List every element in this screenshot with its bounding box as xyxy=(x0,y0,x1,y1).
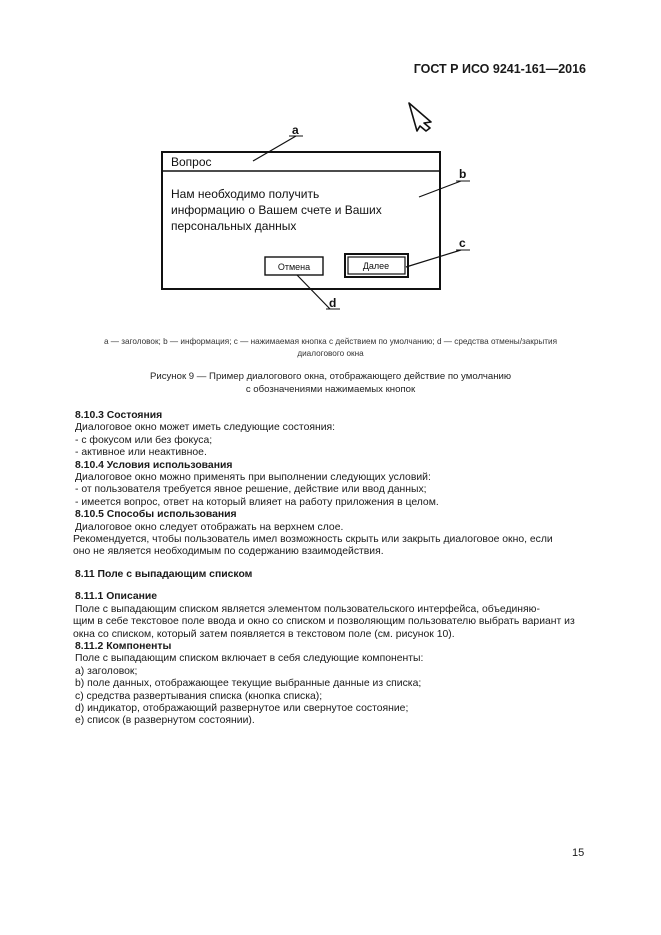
paragraph-line: окна со списком, который затем появляется в текстовом поле (см. рисунок 10). xyxy=(73,628,455,640)
paragraph: Диалоговое окно следует отображать на верхнем слое. xyxy=(75,521,344,533)
paragraph-line: щим в себе текстовое поле ввода и окно со списком и позволяющим пользователю выбрать вариант из xyxy=(73,616,575,628)
next-button-label: Далее xyxy=(362,261,390,271)
paragraph-line: оно не является необходимым по содержанию взаимодействия. xyxy=(73,546,384,558)
cancel-button[interactable] xyxy=(265,257,323,275)
dialog-message-line-3: персональных данных xyxy=(171,219,297,233)
paragraph-line: Рекомендуется, чтобы пользователь имел возможность скрыть или закрыть диалоговое окно, если xyxy=(73,534,553,546)
figure-caption xyxy=(60,371,601,396)
figure-caption-line: Рисунок 9 — Пример диалогового окна, отображающего действие по умолчанию xyxy=(149,371,512,382)
list-item: c) средства развертывания списка (кнопка списка); xyxy=(75,690,323,702)
callout-d-label: d xyxy=(329,296,337,310)
dialog-message-line-1: Нам необходимо получить xyxy=(171,187,320,201)
document-body xyxy=(75,410,585,728)
paragraph: Диалоговое окно можно применять при выполнении следующих условий: xyxy=(75,472,431,484)
section-heading: 8.11.1 Описание xyxy=(75,591,158,603)
section-heading: 8.11.2 Компоненты xyxy=(75,640,172,652)
list-item: - активное или неактивное. xyxy=(75,447,207,459)
list-item: - имеется вопрос, ответ на который влияет на работу приложения в целом. xyxy=(75,496,439,508)
next-default-button[interactable] xyxy=(345,254,408,277)
dialog-figure xyxy=(0,0,661,330)
paragraph: Диалоговое окно может иметь следующие состояния: xyxy=(75,422,336,434)
list-item: e) список (в развернутом состоянии). xyxy=(75,715,255,727)
list-item: b) поле данных, отображающее текущие выбранные данные из списка; xyxy=(75,678,422,690)
figure-legend-line: a — заголовок; b — информация; c — нажимаемая кнопка с действием по умолчанию; d — средства отмены/закрытия xyxy=(103,337,558,346)
figure-legend-line: диалогового окна xyxy=(297,349,364,358)
list-item: d) индикатор, отображающий развернутое или свернутое состояние; xyxy=(75,702,409,714)
list-item: - от пользователя требуется явное решение, действие или ввод данных; xyxy=(75,484,427,496)
callout-a-label: a xyxy=(292,123,299,137)
page-number: 15 xyxy=(572,847,585,859)
list-item: - с фокусом или без фокуса; xyxy=(75,434,213,446)
section-heading: 8.10.3 Состояния xyxy=(75,410,163,421)
figure-caption-line: с обозначениями нажимаемых кнопок xyxy=(245,383,416,395)
document-header: ГОСТ Р ИСО 9241-161—2016 xyxy=(413,62,586,76)
dialog-message-line-2: информацию о Вашем счете и Ваших xyxy=(171,203,382,217)
paragraph: Поле с выпадающим списком включает в себя следующие компоненты: xyxy=(75,653,424,665)
paragraph-line: Поле с выпадающим списком является элементом пользовательского интерфейса, объединяю- xyxy=(75,603,540,615)
list-item: a) заголовок; xyxy=(75,665,138,677)
figure-legend xyxy=(60,336,601,360)
callout-c-label: c xyxy=(459,236,466,250)
dialog-title: Вопрос xyxy=(171,155,212,169)
callout-b-label: b xyxy=(459,167,467,181)
mouse-cursor-icon xyxy=(409,103,431,131)
section-heading: 8.10.4 Условия использования xyxy=(75,459,233,471)
section-heading: 8.11 Поле с выпадающим списком xyxy=(75,568,253,580)
cancel-button-label: Отмена xyxy=(277,262,311,272)
section-heading: 8.10.5 Способы использования xyxy=(75,509,237,521)
